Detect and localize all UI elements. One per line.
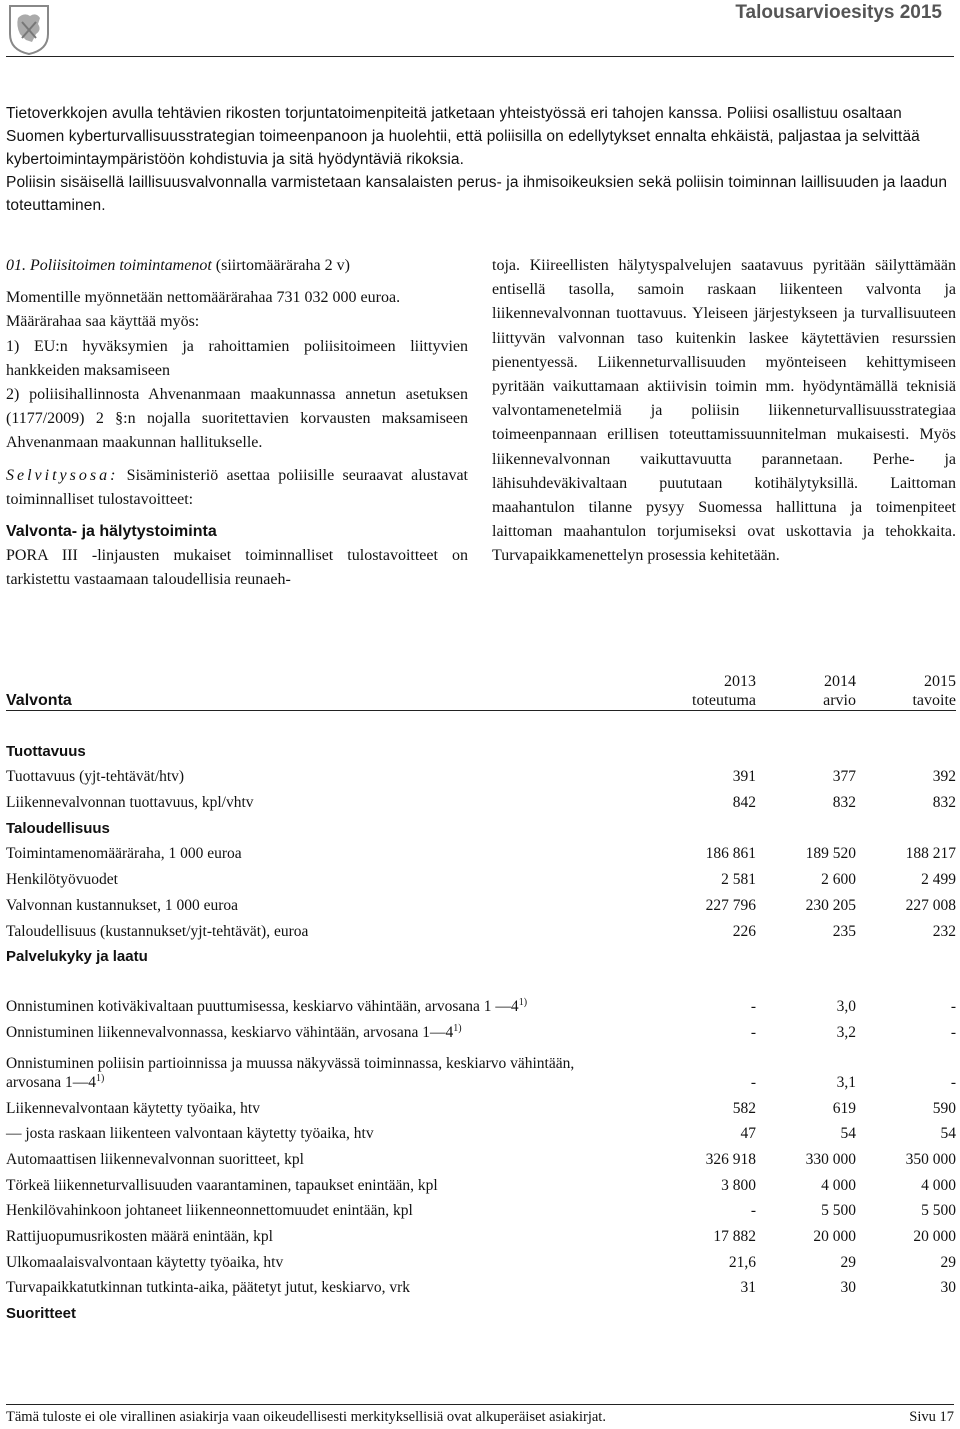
table-cell-2013: 227 796 [705,896,756,914]
table-cell-2015: 232 [932,922,956,940]
appropriation-usage-item-1: 1) EU:n hyväksymien ja rahoittamien poliisitoimeen liittyvien hankkeiden maksamiseen [6,337,468,379]
right-column-text: toja. Kiireellisten hälytyspalvelujen saatavuus pyritään säilyttämään entisellä tasolla, samoin raskaan liikenteen valvonta ja liikennevalvonnan tuottavuus. Yleiseen järjestykseen ja turvallisuuteen liittyvän valvonnan taso kuitenkin laskee käytettävien resurssien pienentyessä. Liikenneturvallisuuden myönteiseen kehittymiseen pyritään vaikuttamaan aktiivisin toimin mm. hyödyntämällä teknisiä valvontamenetelmiä ja poliisin liikenneturvallisuusstrategiaa toimeenpannaan erillisen toteuttamissuunnitelman mukaisesti. Myös liikennevalvonnan vaikuttavuutta parannetaan. Perhe- ja lähisuhdeväkivaltaan puututaan kotihälytyksillä. Laittoman maahantulon tilanne pysyy Suomessa hallittuna ja toimenpiteet laittoman maahantulon torjumiseksi ovat uskottavia ja tehokkaita. Turvapaikkamenettelyn prosessia kehitetään. [492,257,956,565]
table-title: Valvonta [6,692,72,709]
table-cell-2014: 230 205 [805,896,856,914]
table-cell-2014: 4 000 [821,1176,856,1194]
table-cell-2014: 5 500 [821,1202,856,1220]
table-cell-2013: 3 800 [721,1176,756,1194]
table-cell-2013: - [750,1023,756,1041]
table-row [6,1246,956,1272]
explanatory-section [6,464,468,512]
table-row [6,1143,956,1169]
table-section-row [6,735,956,761]
pora-paragraph: PORA III -linjausten mukaiset toiminnalliset tulostavoitteet on tarkistettu vastaamaan taloudellisia reunaeh- [6,547,468,589]
table-cell-2014: 2 600 [821,871,856,889]
table-spacer [6,711,956,736]
moment-heading-suffix: (siirtomääräraha 2 v) [211,257,350,274]
table-row [6,1272,956,1298]
table-cell-2015: - [950,998,956,1016]
column-header-2014: 2014 arvio [823,673,856,709]
table-cell-2015: 227 008 [905,896,956,914]
table-row-label: Henkilövahinkoon johtaneet liikenneonnettomuudet enintään, kpl [6,1202,413,1220]
table-row-label: Onnistuminen liikennevalvonnassa, keskiarvo vähintään, arvosana 1—4$^{1)}$ [6,1022,462,1041]
table-cell-2015: 4 000 [921,1176,956,1194]
table-cell-2015: - [950,1073,956,1091]
table-cell-2015: 832 [932,794,956,812]
sub-heading-valvonta: Valvonta- ja hälytystoiminta [6,523,217,541]
footer-divider [6,1404,954,1405]
footer-disclaimer: Tämä tuloste ei ole virallinen asiakirja vaan oikeudellisesti merkityksellisiä ovat alkuperäiset asiakirjat. [6,1409,606,1425]
explanatory-section-text: Sisäministeriö asettaa poliisille seuraavat alustavat toiminnalliset tulostavoitteet: [6,466,468,508]
table-row [6,1118,956,1144]
footnote-marker: 1) [453,1022,462,1034]
valvonta-metrics-table [6,662,956,1323]
column-header-2013: 2013 toteutuma [692,673,756,709]
table-row-label: Taloudellisuus (kustannukset/yjt-tehtävät), euroa [6,922,309,940]
table-cell-2014: 235 [832,922,856,940]
table-row-label: Onnistuminen poliisin partioinnissa ja muussa näkyvässä toiminnassa, keskiarvo vähintään, arvosana 1—4$^{1)}$ [6,1054,575,1091]
table-cell-2013: 226 [732,922,756,940]
table-row [6,761,956,787]
footnote-marker: 1) [95,1072,105,1084]
table-row-label: Rattijuopumusrikosten määrä enintään, kpl [6,1228,273,1245]
table-cell-2013: 186 861 [705,845,756,863]
table-cell-2015: 590 [932,1099,956,1117]
table-cell-2014: 29 [840,1253,856,1271]
table-cell-2014: 3,2 [836,1023,856,1041]
table-cell-2013: 326 918 [705,1150,756,1168]
table-cell-2015: - [950,1023,956,1041]
table-row-label: Henkilötyövuodet [6,871,118,889]
table-cell-2013: 21,6 [728,1253,756,1271]
table-cell-2014: 30 [840,1279,856,1297]
table-cell-2014: 619 [832,1099,856,1117]
table-row [6,1042,956,1092]
page-number: Sivu 17 [909,1409,954,1425]
appropriation-usage-item-2: 2) poliisihallinnosta Ahvenanmaan maakunnassa annetun asetuksen (1177/2009) 2 §:n nojalla suoritettavien korvausten maksamiseen Ahvenanmaan maakunnan hallitukselle. [6,386,468,452]
table-cell-2013: 2 581 [721,871,756,889]
table-row [6,966,956,1016]
table-cell-2014: 20 000 [813,1228,856,1245]
table-row [6,889,956,915]
table-section-label: Palvelukyky ja laatu [6,948,148,966]
table-cell-2015: 392 [932,768,956,786]
moment-heading-title: 01. Poliisitoimen toimintamenot [6,257,212,274]
table-cell-2015: 30 [940,1279,956,1297]
table-cell-2014: 832 [832,794,856,812]
table-row [6,838,956,864]
table-row-label: Ulkomaalaisvalvontaan käytetty työaika, htv [6,1253,284,1271]
table-section-label: Suoritteet [6,1305,77,1323]
table-cell-2015: 5 500 [921,1202,956,1220]
table-row-label: — josta raskaan liikenteen valvontaan käytetty työaika, htv [6,1125,374,1143]
table-row [6,915,956,941]
table-cell-2013: - [750,1073,756,1091]
table-header-row [6,662,956,711]
table-section-row [6,1297,956,1323]
table-row [6,863,956,889]
right-column [492,254,956,569]
table-cell-2015: 2 499 [921,871,956,889]
table-cell-2015: 350 000 [905,1150,956,1168]
table-row [6,1169,956,1195]
table-row [6,786,956,812]
table-row-label: Automaattisen liikennevalvonnan suoritteet, kpl [6,1150,304,1168]
table-cell-2013: 31 [740,1279,756,1297]
moment-heading [6,254,468,278]
table-cell-2013: 17 882 [713,1228,756,1245]
table-cell-2013: - [750,1202,756,1220]
table-cell-2014: 377 [832,768,856,786]
table-section-label: Tuottavuus [6,742,86,760]
appropriation-amount: Momentille myönnetään nettomäärärahaa 731 032 000 euroa. [6,289,401,307]
table-cell-2013: 582 [732,1099,756,1117]
table-cell-2014: 54 [840,1125,856,1143]
table-row-label: Onnistuminen kotiväkivaltaan puuttumisessa, keskiarvo vähintään, arvosana 1 —4$^{1)}$ [6,997,528,1016]
intro-paragraph-cyber: Tietoverkkojen avulla tehtävien rikosten torjuntatoimenpiteitä jatketaan yhteistyössä eri tahojen kanssa. Poliisi osallistuu osaltaan Suomen kyberturvallisuusstrategian toimeenpanoon ja huolehtii, että poliisilla on edellytykset ennalta ehkäistä, paljastaa ja selvittää kybertoimintaympäristöön kohdistuvia ja sitä hyödyntäviä rikoksia. [6,105,920,168]
table-cell-2015: 188 217 [905,845,956,863]
table-section-row [6,941,956,967]
table-row [6,1195,956,1221]
left-column [6,254,468,593]
column-header-2015: 2015 tavoite [912,673,956,709]
table-section-row [6,812,956,838]
explanatory-section-label: Selvitysosa: [6,466,119,484]
table-cell-2014: 3,1 [836,1073,856,1091]
intro-text [6,102,954,217]
table-row-label: Liikennevalvonnan tuottavuus, kpl/vhtv [6,794,254,812]
table-cell-2015: 54 [940,1125,956,1143]
table-cell-2014: 330 000 [805,1150,856,1168]
table-section-label: Taloudellisuus [6,819,110,837]
table-cell-2014: 189 520 [805,845,856,863]
table-row [6,1220,956,1246]
header-divider [6,56,954,57]
coat-of-arms-icon [6,4,52,56]
table-row-label: Tuottavuus (yjt-tehtävät/htv) [6,768,185,786]
table-row-label: Toimintamenomääräraha, 1 000 euroa [6,845,242,863]
table-cell-2013: 47 [740,1125,756,1143]
table-cell-2015: 20 000 [913,1228,956,1245]
table-cell-2015: 29 [940,1253,956,1271]
table-cell-2013: - [750,998,756,1016]
intro-paragraph-legality: Poliisin sisäisellä laillisuusvalvonnalla varmistetaan kansalaisten perus- ja ihmisoikeuksien sekä poliisin toiminnan laillisuuden ja laadun toteuttaminen. [6,174,948,214]
document-header-title: Talousarvioesitys 2015 [735,2,942,23]
table-cell-2013: 842 [732,794,756,812]
table-row-label: Törkeä liikenneturvallisuuden vaarantaminen, tapaukset enintään, kpl [6,1176,438,1194]
table-cell-2014: 3,0 [836,998,856,1016]
table-row [6,1092,956,1118]
table-cell-2013: 391 [732,768,756,786]
appropriation-usage-intro: Määrärahaa saa käyttää myös: [6,313,200,331]
table-row [6,1016,956,1042]
table-row-label: Liikennevalvontaan käytetty työaika, htv [6,1099,260,1117]
footnote-marker: 1) [518,997,528,1009]
table-row-label: Valvonnan kustannukset, 1 000 euroa [6,896,239,914]
table-row-label: Turvapaikkatutkinnan tutkinta-aika, päätetyt jutut, keskiarvo, vrk [6,1279,411,1297]
